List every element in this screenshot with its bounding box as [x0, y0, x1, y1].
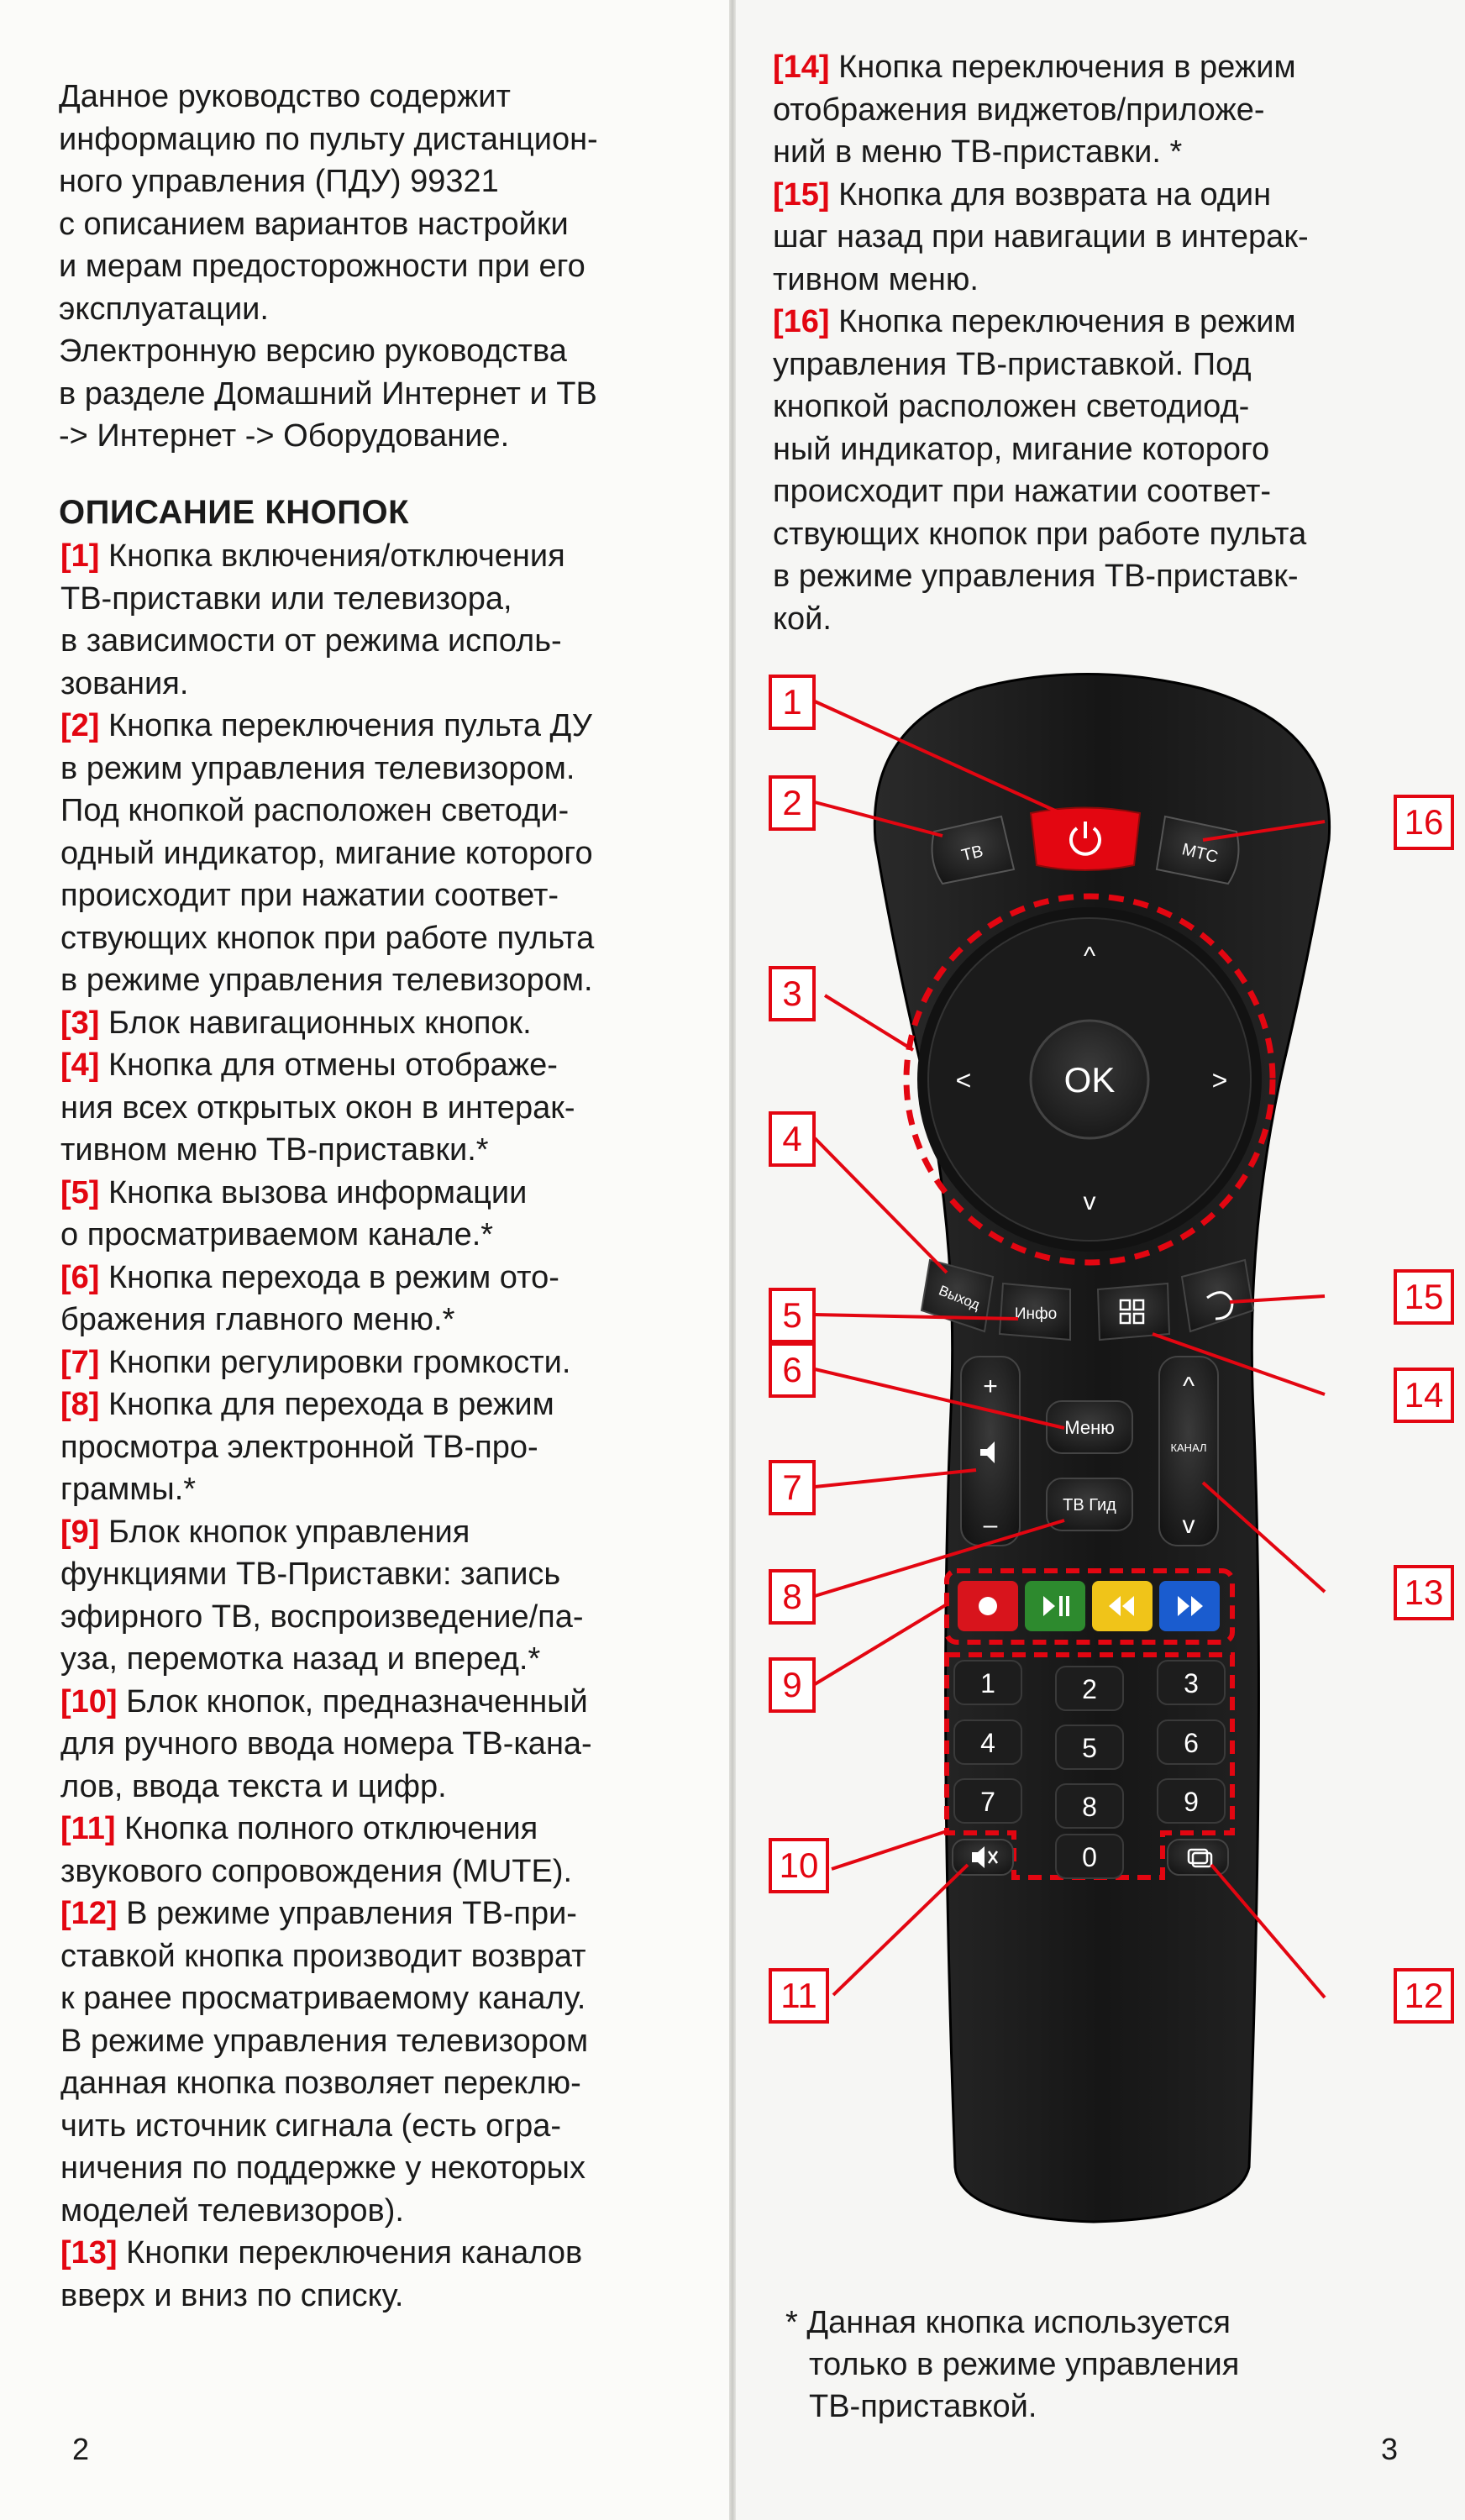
- record-icon: [979, 1597, 997, 1615]
- item-text: о просматриваемом канале.*: [60, 1217, 494, 1252]
- callout-1: [770, 676, 814, 728]
- digit-label: 4: [980, 1728, 995, 1758]
- description-line: [60, 1299, 716, 1341]
- description-line: [60, 1977, 716, 2020]
- description-item: [60, 1893, 716, 2232]
- description-item: [60, 535, 716, 705]
- description-item: [773, 174, 1436, 302]
- item-text: звукового сопровождения (MUTE).: [60, 1853, 573, 1889]
- callout-3: [770, 968, 814, 1020]
- volume-rocker[interactable]: [961, 1357, 1020, 1546]
- item-text: Кнопка для перехода в режим: [108, 1387, 554, 1422]
- item-text: чить источник сигнала (есть огра-: [60, 2108, 562, 2144]
- intro-line: с описанием вариантов настройки: [59, 206, 569, 242]
- info-button[interactable]: [1000, 1284, 1070, 1340]
- description-item: [60, 705, 716, 1002]
- description-line: [773, 131, 1436, 174]
- description-line: [773, 174, 1436, 217]
- description-line: [60, 578, 716, 621]
- item-text: ничения по поддержке у некоторых: [60, 2150, 585, 2186]
- item-number: [13]: [60, 2235, 118, 2271]
- item-number: [3]: [60, 1005, 100, 1041]
- description-line: [60, 1044, 716, 1087]
- callout-number: 10: [779, 1845, 819, 1885]
- item-text: ствующих кнопок при работе пульта: [773, 516, 1307, 552]
- record-button[interactable]: [958, 1581, 1018, 1631]
- item-text: Кнопка переключения в режим: [838, 50, 1296, 85]
- callout-number: 12: [1404, 1976, 1444, 2015]
- callout-11: [770, 1970, 827, 2022]
- info-label: Инфо: [1014, 1305, 1058, 1323]
- callout-number: 11: [780, 1976, 817, 2015]
- item-text: Кнопка вызова информации: [108, 1174, 528, 1210]
- description-line: [60, 1851, 716, 1893]
- description-line: [60, 959, 716, 1002]
- description-line: [60, 874, 716, 917]
- item-text: просмотра электронной ТВ-про-: [60, 1429, 538, 1465]
- digit-key-8[interactable]: [1056, 1784, 1123, 1828]
- description-line: [60, 1257, 716, 1299]
- callout-number: 7: [782, 1467, 802, 1507]
- item-number: [7]: [60, 1344, 100, 1380]
- description-line: [60, 748, 716, 790]
- callout-10: [770, 1840, 827, 1892]
- callout-12: [1395, 1970, 1452, 2022]
- menu-label: Меню: [1064, 1417, 1115, 1438]
- button-description-list: [60, 535, 716, 2317]
- item-text: зования.: [60, 665, 189, 701]
- item-text: в режим управления телевизором.: [60, 750, 575, 786]
- digit-label: 5: [1082, 1733, 1097, 1763]
- item-number: [4]: [60, 1047, 100, 1083]
- channel-down-icon[interactable]: v: [1182, 1511, 1195, 1539]
- item-text: одный индикатор, мигание которого: [60, 835, 593, 871]
- digit-label: 9: [1184, 1787, 1199, 1817]
- intro-line: и мерам предосторожности при его: [59, 249, 585, 284]
- description-line: [60, 1468, 716, 1511]
- item-text: Кнопки регулировки громкости.: [108, 1344, 571, 1380]
- description-line: [773, 344, 1436, 386]
- description-line: [60, 790, 716, 832]
- arrow-up-icon[interactable]: ^: [1083, 942, 1096, 970]
- description-line: [60, 1681, 716, 1724]
- item-text: Кнопка переключения пульта ДУ: [108, 708, 592, 743]
- item-number: [8]: [60, 1387, 100, 1422]
- item-text: Кнопка переключения в режим: [838, 304, 1296, 339]
- digit-key-4[interactable]: [954, 1720, 1021, 1764]
- description-line: [60, 2275, 716, 2318]
- item-number: [2]: [60, 708, 100, 743]
- callout-number: 5: [782, 1295, 802, 1335]
- item-text: Кнопка для возврата на один: [838, 176, 1272, 213]
- item-text: эфирного ТВ, воспроизведение/па-: [60, 1599, 584, 1635]
- description-line: [60, 1214, 716, 1257]
- digit-label: 1: [980, 1668, 995, 1698]
- channel-up-icon[interactable]: ^: [1182, 1373, 1195, 1400]
- description-line: [60, 1935, 716, 1978]
- description-line: [60, 535, 716, 578]
- callout-9: [770, 1659, 814, 1711]
- description-item: [60, 1681, 716, 1809]
- callout-7: [770, 1462, 814, 1514]
- digit-key-9[interactable]: [1158, 1779, 1225, 1823]
- description-line: [773, 216, 1436, 259]
- description-item: [773, 301, 1436, 640]
- intro-line: эксплуатации.: [59, 291, 269, 327]
- tv-guide-label: ТВ Гид: [1063, 1496, 1116, 1515]
- item-text: В режиме управления ТВ-при-: [126, 1896, 577, 1931]
- callout-number: 4: [782, 1119, 802, 1158]
- description-line: [60, 620, 716, 663]
- item-text: Блок навигационных кнопок.: [108, 1005, 532, 1041]
- callout-number: 9: [782, 1665, 802, 1704]
- description-line: [60, 2190, 716, 2233]
- item-text: шаг назад при навигации в интерак-: [773, 219, 1309, 255]
- digit-key-2[interactable]: [1056, 1667, 1123, 1710]
- description-line: [773, 301, 1436, 344]
- item-text: управления ТВ-приставкой. Под: [773, 346, 1252, 382]
- description-line: [60, 705, 716, 748]
- callout-8: [770, 1571, 814, 1623]
- description-line: [60, 1766, 716, 1809]
- arrow-left-icon[interactable]: <: [955, 1065, 972, 1095]
- callout-number: 8: [782, 1577, 802, 1616]
- description-line: [773, 428, 1436, 471]
- item-text: Под кнопкой расположен светоди-: [60, 793, 570, 828]
- callout-15: [1395, 1271, 1452, 1323]
- description-line: [60, 1383, 716, 1426]
- item-text: ный индикатор, мигание которого: [773, 431, 1270, 467]
- item-number: [14]: [773, 50, 830, 85]
- item-text: в режиме управления ТВ-приставк-: [773, 559, 1299, 594]
- digit-key-5[interactable]: [1056, 1725, 1123, 1769]
- description-line: [60, 1553, 716, 1596]
- item-text: Кнопка для отмены отображе-: [108, 1047, 558, 1083]
- item-text: Блок кнопок управления: [108, 1514, 470, 1550]
- description-line: [60, 2232, 716, 2275]
- channel-label: КАНАЛ: [1170, 1441, 1207, 1454]
- arrow-down-icon[interactable]: v: [1083, 1188, 1096, 1215]
- item-number: [15]: [773, 176, 830, 213]
- item-text: кой.: [773, 601, 832, 637]
- item-number: [5]: [60, 1174, 100, 1210]
- callout-4: [770, 1113, 814, 1165]
- description-line: [60, 1893, 716, 1935]
- apps-button[interactable]: [1098, 1284, 1169, 1340]
- rewind-button[interactable]: [1092, 1581, 1153, 1631]
- item-text: функциями ТВ-Приставки: запись: [60, 1557, 561, 1592]
- description-line: [60, 1341, 716, 1384]
- description-item: [60, 1341, 716, 1384]
- item-number: [16]: [773, 304, 830, 339]
- callout-number: 13: [1404, 1572, 1444, 1612]
- callout-2: [770, 777, 814, 829]
- item-text: Кнопка включения/отключения: [108, 538, 565, 574]
- callout-number: 2: [782, 783, 802, 822]
- description-line: [60, 1638, 716, 1681]
- description-line: [60, 1723, 716, 1766]
- description-line: [60, 1808, 716, 1851]
- button-description-list-continued: [773, 46, 1436, 640]
- description-line: [60, 1002, 716, 1045]
- digit-label: 8: [1082, 1792, 1097, 1822]
- item-text: Кнопка полного отключения: [124, 1811, 538, 1846]
- item-text: вверх и вниз по списку.: [60, 2277, 404, 2313]
- item-text: ний в меню ТВ-приставки. *: [773, 134, 1183, 170]
- callout-number: 1: [782, 682, 802, 722]
- callout-14: [1395, 1369, 1452, 1421]
- section-title: ОПИСАНИЕ КНОПОК: [59, 494, 410, 531]
- footnote-line: * Данная кнопка используется: [785, 2305, 1231, 2340]
- intro-line: ного управления (ПДУ) 99321: [59, 164, 499, 199]
- intro-paragraph: [59, 76, 706, 458]
- digit-key-3[interactable]: [1158, 1661, 1225, 1704]
- description-item: [60, 1257, 716, 1341]
- item-number: [1]: [60, 538, 100, 574]
- callout-number: 6: [782, 1350, 802, 1389]
- description-line: [60, 2062, 716, 2105]
- item-text: моделей телевизоров).: [60, 2192, 404, 2229]
- description-item: [60, 2232, 716, 2317]
- fast-forward-button[interactable]: [1159, 1581, 1220, 1631]
- power-button[interactable]: [1031, 808, 1140, 871]
- callout-13: [1395, 1567, 1452, 1619]
- callout-number: 14: [1404, 1375, 1444, 1415]
- description-line: [60, 917, 716, 960]
- description-line: [60, 663, 716, 706]
- remote-diagram: [732, 655, 1465, 2251]
- item-text: отображения виджетов/приложе-: [773, 92, 1265, 128]
- description-item: [773, 46, 1436, 174]
- item-text: ния всех открытых окон в интерак-: [60, 1089, 575, 1126]
- description-line: [60, 2020, 716, 2063]
- description-line: [60, 1596, 716, 1639]
- intro-line: Данное руководство содержит: [59, 79, 511, 114]
- item-number: [10]: [60, 1683, 118, 1719]
- description-line: [60, 1087, 716, 1130]
- description-item: [60, 1511, 716, 1681]
- item-text: граммы.*: [60, 1472, 197, 1507]
- item-text: ТВ-приставки или телевизора,: [60, 580, 512, 617]
- volume-down-icon[interactable]: –: [983, 1511, 998, 1539]
- description-line: [60, 1172, 716, 1215]
- footnote-line: только в режиме управления: [809, 2347, 1240, 2382]
- channel-rocker[interactable]: [1159, 1357, 1218, 1546]
- digit-label: 3: [1184, 1668, 1199, 1698]
- ok-label: OK: [1063, 1060, 1116, 1100]
- callout-5: [770, 1289, 814, 1341]
- description-line: [773, 598, 1436, 641]
- digit-key-6[interactable]: [1158, 1720, 1225, 1764]
- description-line: [60, 1129, 716, 1172]
- arrow-right-icon[interactable]: >: [1211, 1065, 1228, 1095]
- description-line: [773, 470, 1436, 513]
- item-text: уза, перемотка назад и вперед.*: [60, 1641, 541, 1677]
- description-item: [60, 1002, 716, 1045]
- description-line: [60, 1511, 716, 1554]
- item-text: бражения главного меню.*: [60, 1302, 455, 1337]
- description-line: [773, 46, 1436, 89]
- description-item: [60, 1044, 716, 1172]
- digit-key-0[interactable]: [1056, 1835, 1123, 1878]
- description-item: [60, 1383, 716, 1511]
- item-text: тивном меню.: [773, 261, 979, 297]
- description-line: [773, 259, 1436, 302]
- item-number: [6]: [60, 1259, 100, 1295]
- item-number: [12]: [60, 1896, 118, 1931]
- exit-label: Выход: [936, 1282, 983, 1314]
- item-text: Кнопки переключения каналов: [126, 2235, 583, 2271]
- item-text: В режиме управления телевизором: [60, 2023, 589, 2059]
- callout-6: [770, 1344, 814, 1396]
- item-text: кнопкой расположен светодиод-: [773, 389, 1250, 424]
- page-number-right: 3: [1381, 2432, 1399, 2466]
- item-text: Блок кнопок, предназначенный: [126, 1683, 588, 1719]
- description-line: [60, 1426, 716, 1469]
- item-number: [11]: [60, 1811, 116, 1846]
- intro-line: информацию по пульту дистанцион-: [59, 121, 598, 157]
- description-line: [60, 2105, 716, 2148]
- description-line: [60, 832, 716, 875]
- intro-line: -> Интернет -> Оборудование.: [59, 418, 510, 454]
- description-line: [60, 2147, 716, 2190]
- callout-number: 16: [1404, 802, 1444, 842]
- digit-label: 6: [1184, 1728, 1199, 1758]
- description-item: [60, 1172, 716, 1257]
- item-text: к ранее просматриваемому каналу.: [60, 1981, 586, 2016]
- item-text: Кнопка перехода в режим ото-: [108, 1259, 559, 1295]
- intro-line: в разделе Домашний Интернет и ТВ: [59, 375, 597, 412]
- mts-mode-label: МТС: [1179, 840, 1221, 868]
- item-text: ставкой кнопка производит возврат: [60, 1938, 586, 1974]
- item-text: происходит при нажатии соответ-: [60, 878, 559, 913]
- page-number-left: 2: [72, 2432, 90, 2466]
- digit-label: 0: [1082, 1842, 1097, 1872]
- item-text: данная кнопка позволяет переклю-: [60, 2066, 581, 2101]
- source-button[interactable]: [1168, 1840, 1228, 1875]
- description-item: [60, 1808, 716, 1893]
- volume-up-icon[interactable]: +: [983, 1373, 998, 1400]
- item-text: для ручного ввода номера ТВ-кана-: [60, 1726, 592, 1761]
- digit-label: 2: [1082, 1674, 1097, 1704]
- description-line: [773, 555, 1436, 598]
- tv-mode-label: ТВ: [959, 842, 985, 865]
- digit-key-1[interactable]: [954, 1661, 1021, 1704]
- description-line: [773, 513, 1436, 556]
- description-line: [773, 386, 1436, 428]
- footnote-line: ТВ-приставкой.: [809, 2389, 1037, 2424]
- intro-line: Электронную версию руководства: [59, 333, 567, 369]
- digit-key-7[interactable]: [954, 1779, 1021, 1823]
- play-pause-button[interactable]: [1025, 1581, 1085, 1631]
- item-text: лов, ввода текста и цифр.: [60, 1768, 447, 1804]
- item-text: в режиме управления телевизором.: [60, 963, 593, 998]
- callout-number: 15: [1404, 1277, 1444, 1316]
- description-line: [773, 89, 1436, 132]
- item-text: ствующих кнопок при работе пульта: [60, 920, 595, 956]
- callout-16: [1395, 796, 1452, 848]
- item-text: в зависимости от режима исполь-: [60, 623, 562, 659]
- item-text: тивном меню ТВ-приставки.*: [60, 1132, 489, 1168]
- item-text: происходит при нажатии соответ-: [773, 474, 1272, 509]
- footnote: [785, 2302, 1373, 2428]
- callout-number: 3: [782, 974, 802, 1013]
- item-number: [9]: [60, 1514, 100, 1550]
- digit-label: 7: [980, 1787, 995, 1817]
